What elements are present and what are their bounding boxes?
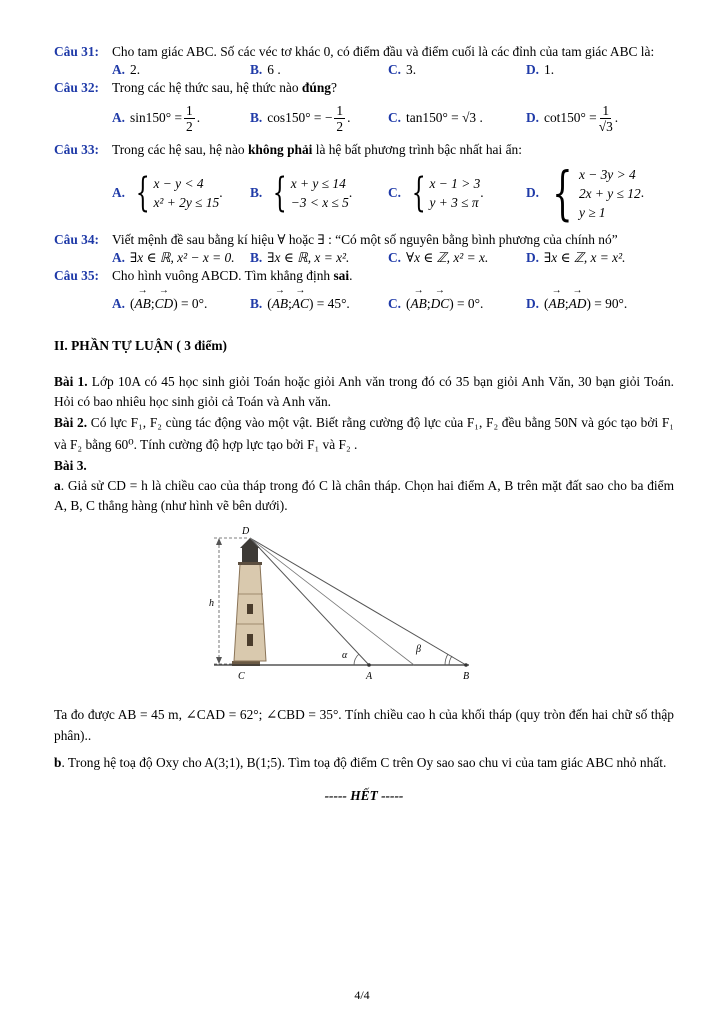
option-label: A.	[112, 250, 126, 265]
tower-lantern	[242, 548, 258, 564]
option-b[interactable]: B. { x + y ≤ 14 −3 < x ≤ 5 .	[250, 170, 353, 216]
vector: → AB	[272, 296, 288, 312]
bai-3-label: Bài 3.	[54, 458, 87, 473]
bai-3a: a. Giả sử CD = h là chiều cao của tháp trong đó C là chân tháp. Chọn hai điểm A, B trên mặt đất sao cho ba điểm A, B, C thẳng hàng (như hình vẽ bên dưới).	[54, 478, 674, 513]
options-35	[112, 286, 674, 318]
question-text: Trong các hệ thức sau, hệ thức nào đúng?	[112, 80, 337, 95]
option-c[interactable]: C. ( → AB ; → DC ) = 0°.	[388, 296, 526, 312]
exercise-label: Bài 1.	[54, 374, 88, 389]
option-text: 2.	[130, 62, 141, 77]
vector: → AB	[135, 296, 151, 312]
question-label: Câu 31:	[54, 44, 100, 59]
option-expr: tan150° = √3 .	[406, 110, 483, 125]
exercise-label: Bài 2.	[54, 415, 88, 430]
option-label: C.	[388, 250, 402, 265]
question-text: Cho hình vuông ABCD. Tìm khẳng định sai.	[112, 268, 353, 283]
label-c: C	[238, 671, 245, 682]
option-a[interactable]: A. ( → AB ; → CD ) = 0°.	[112, 296, 250, 312]
options-33	[112, 160, 674, 226]
options-31	[112, 62, 674, 78]
sight-line-b	[250, 538, 466, 665]
option-text: ∃x ∈ ℝ, x = x².	[267, 250, 350, 265]
sight-line-a	[250, 538, 369, 665]
label-a: A	[366, 671, 373, 682]
vector: → AD	[569, 296, 587, 312]
exercise-text: Lớp 10A có 45 học sinh giỏi Toán hoặc giỏi Anh văn trong đó có 35 bạn giỏi Anh Văn, 30 bạn giỏi Toán. Hỏi có bao nhiêu học sinh giỏi cả Toán và Anh văn.	[54, 374, 674, 409]
label-h: h	[209, 598, 214, 609]
question-label: Câu 33:	[54, 142, 100, 157]
vector: → AB	[411, 296, 427, 312]
option-label: C.	[388, 62, 402, 77]
question-label: Câu 32:	[54, 80, 100, 95]
bai-1	[54, 372, 674, 412]
option-expr: cos150° = −	[267, 110, 333, 125]
inequality-system: { x − y < 4 x² + 2y ≤ 15	[135, 170, 220, 216]
option-text: 1.	[544, 62, 555, 77]
vector: → CD	[155, 296, 174, 312]
fraction: $\frac{1}{√3}$	[598, 102, 613, 134]
inequality-system: { x + y ≤ 14 −3 < x ≤ 5	[273, 170, 349, 216]
option-label: A.	[112, 185, 126, 200]
vector: → AB	[549, 296, 565, 312]
option-label: D.	[526, 296, 540, 311]
page-number: 4/4	[354, 988, 370, 1002]
option-text: ∀x ∈ ℤ, x² = x.	[406, 250, 489, 265]
option-label: A.	[112, 296, 126, 311]
exam-page	[54, 42, 674, 804]
option-text: ∃x ∈ ℝ, x² − x = 0.	[130, 250, 235, 265]
option-a[interactable]	[112, 62, 250, 78]
option-c[interactable]	[388, 62, 526, 78]
option-expr: sin150° =	[130, 110, 182, 125]
label-b: B	[463, 671, 470, 682]
option-label: C.	[388, 296, 402, 311]
option-label: C.	[388, 110, 402, 125]
option-label: B.	[250, 110, 263, 125]
options-34	[112, 250, 674, 266]
end-marker: ----- HẾT -----	[324, 788, 404, 803]
option-text: 6 .	[267, 62, 281, 77]
vector: → AC	[292, 296, 309, 312]
question-34	[54, 230, 674, 250]
question-35	[54, 266, 674, 286]
question-text: Trong các hệ sau, hệ nào không phải là hệ bất phương trình bậc nhất hai ẩn:	[112, 142, 522, 157]
angle-arc-alpha	[354, 654, 359, 665]
option-label: B.	[250, 250, 263, 265]
question-label: Câu 34:	[54, 232, 100, 247]
option-expr: cot150° =	[544, 110, 597, 125]
option-c[interactable]	[388, 250, 526, 266]
option-a[interactable]	[112, 250, 250, 266]
bai-2	[54, 412, 674, 456]
label-beta: β	[416, 644, 421, 655]
option-label: D.	[526, 62, 540, 77]
angle-arc-b	[449, 656, 452, 665]
option-b[interactable]: B. ( → AB ; → AC ) = 45°.	[250, 296, 388, 312]
fraction: $\frac{1}{2}$	[186, 102, 193, 134]
label-d: D	[242, 526, 250, 537]
question-31	[54, 42, 674, 62]
option-label: A.	[112, 62, 126, 77]
option-d[interactable]: D. { x − 3y > 4 2x + y ≤ 12 y ≥ 1 .	[526, 159, 645, 227]
option-d[interactable]: D. cot150° = $\frac{1}{√3}$ .	[526, 102, 619, 134]
option-d[interactable]	[526, 62, 664, 78]
option-label: A.	[112, 110, 126, 125]
option-label: B.	[250, 62, 263, 77]
bai-3b: b. Trong hệ toạ độ Oxy cho A(3;1), B(1;5). Tìm toạ độ điểm C trên Oy sao sao chu vi của tam giác ABC nhỏ nhất.	[54, 755, 667, 770]
option-text: ∃x ∈ ℤ, x = x².	[544, 250, 626, 265]
option-label: B.	[250, 296, 263, 311]
options-32	[112, 98, 674, 138]
question-32	[54, 78, 674, 98]
bai-3-measure: Ta đo được AB = 45 m, ∠CAD = 62°; ∠CBD = 35°. Tính chiều cao h của khối tháp (quy tròn đến hai chữ số thập phân)..	[54, 707, 674, 743]
option-label: D.	[526, 250, 540, 265]
option-b[interactable]	[250, 250, 388, 266]
question-text: Viết mệnh đề sau bằng kí hiệu ∀ hoặc ∃ : “Có một số nguyên bằng bình phương của chính nó”	[112, 232, 618, 247]
option-label: D.	[526, 110, 540, 125]
inequality-system: { x − 3y > 4 2x + y ≤ 12 y ≥ 1	[552, 159, 641, 227]
section-heading: II. PHẦN TỰ LUẬN ( 3 điểm)	[54, 338, 227, 353]
option-label: B.	[250, 185, 263, 200]
option-b[interactable]: B. cos150° = − $\frac{1}{2}$ .	[250, 102, 351, 134]
vector: → DC	[431, 296, 450, 312]
lighthouse-figure	[204, 524, 514, 684]
point-b	[464, 663, 468, 667]
label-alpha: α	[342, 650, 348, 661]
option-label: D.	[526, 185, 540, 200]
question-33	[54, 140, 674, 160]
option-a[interactable]: A. sin150° = $\frac{1}{2}$ .	[112, 102, 201, 134]
fraction: $\frac{1}{2}$	[336, 102, 344, 134]
option-label: C.	[388, 185, 402, 200]
option-b[interactable]	[250, 62, 388, 78]
question-label: Câu 35:	[54, 268, 100, 283]
option-text: 3.	[406, 62, 417, 77]
option-d[interactable]	[526, 250, 664, 266]
option-c[interactable]: C. { x − 1 > 3 y + 3 ≤ π .	[388, 170, 484, 216]
option-d[interactable]: D. ( → AB ; → AD ) = 90°.	[526, 296, 664, 312]
option-c[interactable]	[388, 110, 526, 126]
point-a	[367, 663, 371, 667]
question-text: Cho tam giác ABC. Số các véc tơ khác 0, có điểm đầu và điểm cuối là các đỉnh của tam giác ABC là:	[112, 44, 655, 59]
option-a[interactable]: A. { x − y < 4 x² + 2y ≤ 15 .	[112, 170, 223, 216]
exercise-text: Có lực F₁, F₂ cùng tác động vào một vật. Biết rằng cường độ lực của F₁, F₂ đều bằng 50N và góc tạo bởi F₁ và F₂ bằng 60⁰. Tính cường độ hợp lực tạo bởi F₁ và F₂ .	[54, 415, 674, 452]
inequality-system: { x − 1 > 3 y + 3 ≤ π	[411, 170, 481, 216]
